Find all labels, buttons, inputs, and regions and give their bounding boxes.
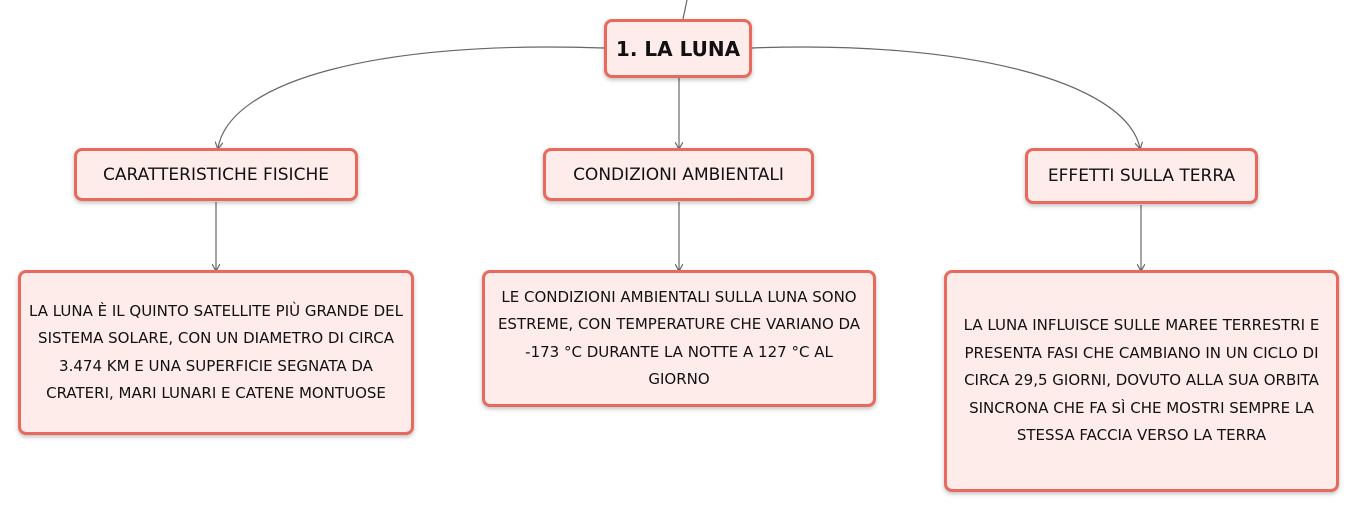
subtopic-fisiche-description[interactable]: [18, 270, 414, 435]
topic-label: CARATTERISTICHE FISICHE: [103, 164, 329, 185]
topic-effetti-sulla-terra[interactable]: [1025, 148, 1258, 204]
root-topic-label: 1. LA LUNA: [615, 36, 741, 61]
connector-incoming: [683, 0, 687, 19]
topic-label: CONDIZIONI AMBIENTALI: [573, 164, 784, 185]
description-text: LA LUNA INFLUISCE SULLE MAREE TERRESTRI E PRESENTA FASI CHE CAMBIANO IN UN CICLO DI CIRCA 29,5 GIORNI, DOVUTO ALLA SUA ORBITA SINCRONA CHE FA SÌ CHE MOSTRI SEMPRE LA STESSA FACCIA VERSO LA TERRA: [963, 316, 1320, 445]
connector-root-to-effetti: [752, 47, 1140, 148]
connector-root-to-fisiche: [218, 47, 604, 148]
topic-caratteristiche-fisiche[interactable]: [74, 148, 358, 201]
root-topic-node[interactable]: [604, 19, 752, 78]
description-text: LA LUNA È IL QUINTO SATELLITE PIÙ GRANDE DEL SISTEMA SOLARE, CON UN DIAMETRO DI CIRCA 3.474 KM E UNA SUPERFICIE SEGNATA DA CRATERI, MARI LUNARI E CATENE MONTUOSE: [29, 301, 403, 402]
subtopic-effetti-description[interactable]: [944, 270, 1339, 492]
topic-condizioni-ambientali[interactable]: [543, 148, 814, 201]
description-text: LE CONDIZIONI AMBIENTALI SULLA LUNA SONO ESTREME, CON TEMPERATURE CHE VARIANO DA -173 °C DURANTE LA NOTTE A 127 °C AL GIORNO: [497, 287, 861, 388]
topic-label: EFFETTI SULLA TERRA: [1047, 166, 1236, 186]
subtopic-ambientali-description[interactable]: [482, 270, 876, 407]
